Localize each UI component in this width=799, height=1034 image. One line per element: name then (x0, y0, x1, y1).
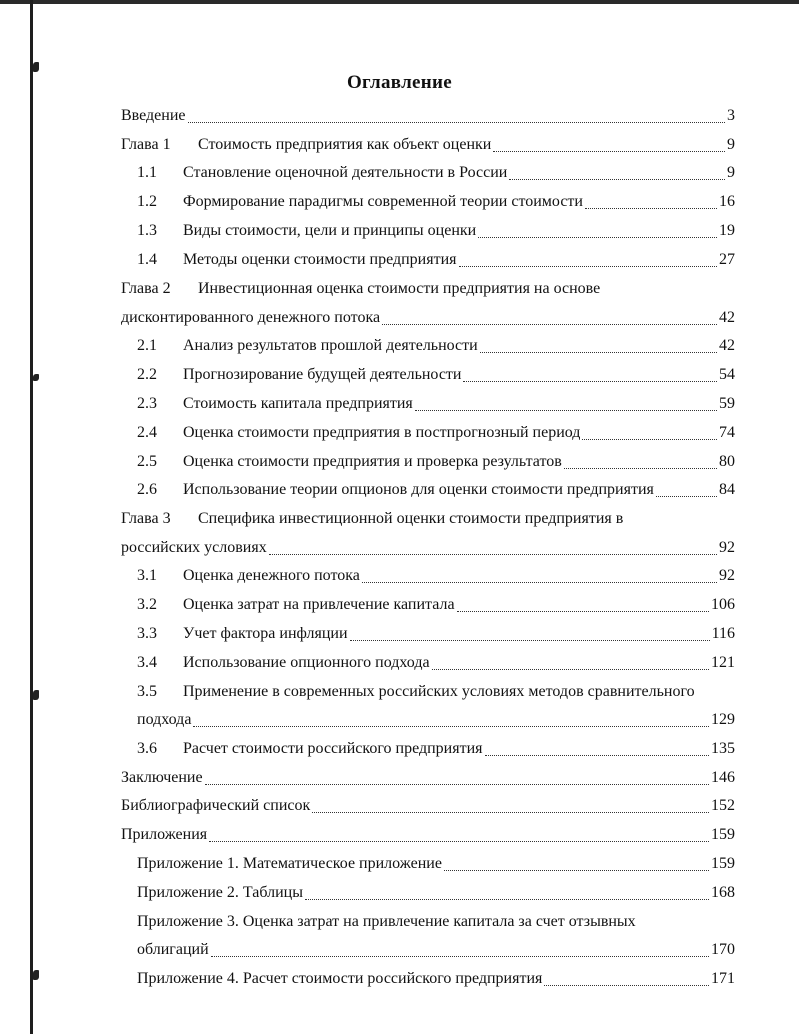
toc-entry (0, 419, 799, 447)
dot-leader (582, 436, 717, 440)
toc-entry (0, 821, 799, 849)
toc-entry-title: Использование теории опционов для оценки стоимости предприятия (183, 476, 656, 504)
toc-entry (0, 361, 799, 389)
toc-entry-title-continuation: облигаций (137, 936, 211, 964)
toc-entry (0, 706, 799, 734)
toc-entry (0, 534, 799, 562)
toc-entry (0, 476, 799, 504)
toc-entry-title: Формирование парадигмы современной теории стоимости (183, 188, 585, 216)
toc-entry-page: 59 (717, 390, 735, 418)
toc-entry-number: 2.3 (137, 395, 157, 412)
toc-entry (0, 448, 799, 476)
dot-leader (432, 666, 709, 670)
toc-entry-page: 116 (710, 620, 735, 648)
staple-mark (33, 62, 39, 72)
toc-entry (0, 217, 799, 245)
toc-entry (0, 159, 799, 187)
dot-leader (312, 809, 709, 813)
dot-leader (459, 263, 717, 267)
toc-entry (0, 620, 799, 648)
toc-entry-title-continuation: российских условиях (121, 534, 269, 562)
dot-leader (415, 407, 717, 411)
toc-entry-first-line (0, 908, 799, 936)
toc-entry-title: Анализ результатов прошлой деятельности (183, 332, 480, 360)
toc-entry-number: 3.3 (137, 625, 157, 642)
toc-entry-page: 19 (717, 217, 735, 245)
toc-entry-page: 9 (725, 159, 735, 187)
toc-entry (0, 246, 799, 274)
toc-entry-page: 84 (717, 476, 735, 504)
toc-entry-title: Приложение 4. Расчет стоимости российского предприятия (137, 965, 544, 993)
toc-entry (0, 332, 799, 360)
toc-entry-title: Становление оценочной деятельности в России (183, 159, 509, 187)
toc-entry-page: 27 (717, 246, 735, 274)
toc-entry-number: 2.6 (137, 481, 157, 498)
toc-entry-page: 9 (725, 131, 735, 159)
toc-entry-first-line (0, 678, 799, 706)
toc-entry (0, 649, 799, 677)
dot-leader (485, 752, 709, 756)
toc-entry (0, 304, 799, 332)
dot-leader (509, 176, 725, 180)
toc-entry-number: 1.2 (137, 193, 157, 210)
toc-entry-title-continuation: подхода (137, 706, 193, 734)
toc-entry-title: Стоимость капитала предприятия (183, 390, 415, 418)
toc-entry-number: 3.2 (137, 596, 157, 613)
toc-entry-title: Приложения (121, 821, 209, 849)
dot-leader (193, 723, 709, 727)
toc-entry-number: 2.2 (137, 366, 157, 383)
toc-entry-page: 80 (717, 448, 735, 476)
toc-entry-title: Учет фактора инфляции (183, 620, 350, 648)
toc-entry-number: 1.1 (137, 164, 157, 181)
toc-entry-number: 3.4 (137, 654, 157, 671)
toc-entry-page: 170 (709, 936, 735, 964)
toc-entry-page: 106 (709, 591, 735, 619)
toc-entry-number: Глава 2 (121, 280, 171, 297)
toc-entry-number: 3.5 (137, 683, 157, 700)
toc-entry (0, 390, 799, 418)
dot-leader (188, 119, 725, 123)
dot-leader (564, 465, 717, 469)
dot-leader (382, 321, 717, 325)
toc-entry-page: 159 (709, 821, 735, 849)
dot-leader (463, 378, 717, 382)
toc-entry-number: 2.5 (137, 453, 157, 470)
toc-entry-page: 168 (709, 879, 735, 907)
dot-leader (585, 205, 717, 209)
dot-leader (480, 349, 717, 353)
toc-entry-first-line (0, 505, 799, 533)
toc-entry-title: Приложение 1. Математическое приложение (137, 850, 444, 878)
toc-entry-title: Использование опционного подхода (183, 649, 432, 677)
toc-entry-page: 3 (725, 102, 735, 130)
toc-entry (0, 850, 799, 878)
toc-entry-page: 152 (709, 792, 735, 820)
dot-leader (444, 867, 709, 871)
toc-entry-number: 3.6 (137, 740, 157, 757)
toc-entry-page: 42 (717, 332, 735, 360)
dot-leader (457, 608, 709, 612)
dot-leader (544, 982, 709, 986)
toc-entry-title: Заключение (121, 764, 205, 792)
dot-leader (209, 838, 709, 842)
toc-entry-page: 135 (709, 735, 735, 763)
toc-entry-title: Оценка денежного потока (183, 562, 362, 590)
toc-entry-title: Приложение 3. Оценка затрат на привлечение капитала за счет отзывных (137, 908, 638, 936)
toc-entry (0, 562, 799, 590)
dot-leader (211, 953, 709, 957)
toc-entry (0, 102, 799, 130)
toc-entry-title: Стоимость предприятия как объект оценки (198, 131, 493, 159)
toc-entry-title: Приложение 2. Таблицы (137, 879, 305, 907)
toc-entry (0, 591, 799, 619)
toc-entry (0, 131, 799, 159)
toc-entry-page: 92 (717, 534, 735, 562)
toc-entry-page: 121 (709, 649, 735, 677)
toc-entry-title: Применение в современных российских условиях методов сравнительного (183, 678, 697, 706)
scan-top-edge (0, 0, 799, 4)
toc-entry-page: 171 (709, 965, 735, 993)
toc-entry-number: Глава 3 (121, 510, 171, 527)
toc-entry (0, 879, 799, 907)
dot-leader (362, 579, 717, 583)
toc-entry (0, 764, 799, 792)
toc-entry (0, 792, 799, 820)
toc-entry-title: Введение (121, 102, 188, 130)
toc-entry-number: 2.4 (137, 424, 157, 441)
toc-entry-number: 1.4 (137, 251, 157, 268)
toc-entry-page: 159 (709, 850, 735, 878)
dot-leader (305, 896, 709, 900)
toc-entry-title: Методы оценки стоимости предприятия (183, 246, 459, 274)
toc-entry-title: Виды стоимости, цели и принципы оценки (183, 217, 478, 245)
toc-entry-page: 129 (709, 706, 735, 734)
toc-entry-title: Инвестиционная оценка стоимости предприятия на основе (198, 275, 602, 303)
dot-leader (350, 637, 710, 641)
toc-entry-page: 16 (717, 188, 735, 216)
toc-entry-title: Расчет стоимости российского предприятия (183, 735, 485, 763)
toc-entry (0, 965, 799, 993)
toc-entry-page: 146 (709, 764, 735, 792)
page-title: Оглавление (346, 72, 453, 93)
toc-entry-page: 92 (717, 562, 735, 590)
toc-entry-page: 54 (717, 361, 735, 389)
toc-entry-page: 42 (717, 304, 735, 332)
toc-entry (0, 188, 799, 216)
toc-entry-number: Глава 1 (121, 136, 171, 153)
dot-leader (269, 551, 717, 555)
toc-entry-title: Оценка стоимости предприятия в постпрогнозный период (183, 419, 582, 447)
toc-entry-title: Библиографический список (121, 792, 312, 820)
toc-entry-page: 74 (717, 419, 735, 447)
toc-entry-title: Оценка затрат на привлечение капитала (183, 591, 457, 619)
dot-leader (656, 493, 717, 497)
toc-entry-number: 1.3 (137, 222, 157, 239)
toc-entry (0, 735, 799, 763)
dot-leader (205, 781, 709, 785)
toc-entry-title: Специфика инвестиционной оценки стоимости предприятия в (198, 505, 625, 533)
toc-entry (0, 936, 799, 964)
dot-leader (493, 148, 725, 152)
toc-entry-title-continuation: дисконтированного денежного потока (121, 304, 382, 332)
toc-entry-title: Прогнозирование будущей деятельности (183, 361, 463, 389)
toc-entry-number: 2.1 (137, 337, 157, 354)
toc-entry-first-line (0, 275, 799, 303)
dot-leader (478, 234, 717, 238)
toc-entry-title: Оценка стоимости предприятия и проверка результатов (183, 448, 564, 476)
toc-entry-number: 3.1 (137, 567, 157, 584)
